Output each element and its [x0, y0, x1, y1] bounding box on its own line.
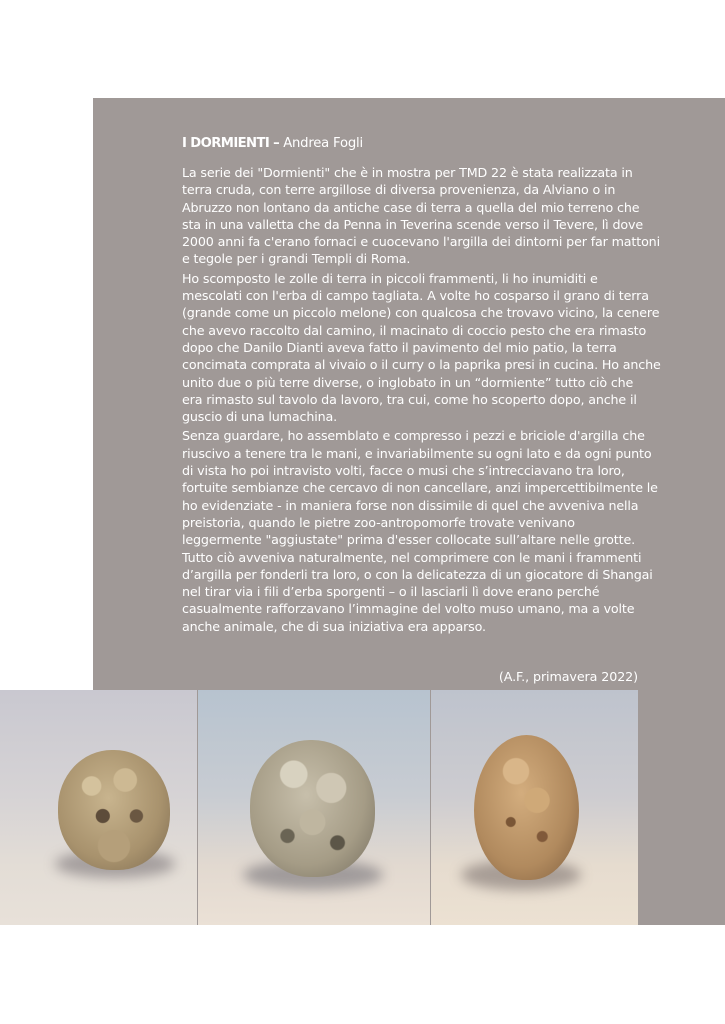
paragraph-3: Senza guardare, ho assemblato e compresso i pezzi e briciole d'argilla che riuscivo a tenere tra le mani, e invariabilmente su ogni lato e da ogni punto di vista ho poi intravisto volti, facce o musi che s’intrecciavano tra loro, fortuite sembianze che cercavo di non cancellare, anzi impercettibilmente le ho evidenziate - in maniera forse non dissimile di quel che avveniva nella preistoria, quando le pietre zoo-antropomorfe trovate venivano leggermente "aggiustate" prima d'esser collocate sull’altare nelle grotte. Tutto ciò avveniva naturalmente, nel comprimere con le mani i frammenti d’argilla per fonderli tra loro, o con la delicatezza di un giocatore di Shangai nel tirar via i fili d’erba sporgenti – o il lasciarli lì dove erano perché casualmente rafforzavano l’immagine del volto muso umano, ma a volte anche animale, che di sua iniziativa era apparso. — [182, 428, 658, 634]
title-series-name: I DORMIENTI – — [182, 136, 280, 151]
paragraph-2: Ho scomposto le zolle di terra in piccoli frammenti, li ho inumiditi e mescolati con l'erba di campo tagliata. A volte ho cosparso il grano di terra (grande come un piccolo melone) con qualcosa che trovavo vicino, la cenere che avevo raccolto dal camino, il macinato di coccio pesto che era rimasto dopo che Danilo Dianti aveva fatto il pavimento del mio patio, la terra concimata comprata al vivaio o il curry o la paprika presi in cucina. Ho anche unito due o più terre diverse, o inglobato in un “dormiente” tutto ciò che era rimasto sul tavolo da lavoro, tra cui, come ho scoperto dopo, anche il guscio di una lumachina. — [182, 270, 661, 425]
paragraph-1: La serie dei "Dormienti" che è in mostra per TMD 22 è stata realizzata in terra cruda, con terre argillose di diversa provenienza, da Alviano o in Abruzzo non lontano da antiche case di terra a quella del mio terreno che sta in una valletta che da Penna in Teverina scende verso il Tevere, lì dove 2000 anni fa c'erano fornaci e cuocevano l'argilla dei dintorni per far mattoni e tegole per i grandi Templi di Roma. — [182, 165, 660, 267]
sculpture-ochre-head — [474, 735, 579, 880]
sculpture-ball — [58, 750, 170, 870]
article-body — [182, 135, 722, 637]
signature: (A.F., primavera 2022) — [498, 669, 638, 684]
title-author: Andrea Fogli — [283, 136, 363, 151]
sculpture-photo-1 — [0, 690, 197, 925]
sculpture-grey-head — [250, 740, 375, 877]
sculpture-photo-3 — [431, 690, 638, 925]
sculpture-photo-2 — [198, 690, 430, 925]
article-title — [182, 135, 722, 153]
